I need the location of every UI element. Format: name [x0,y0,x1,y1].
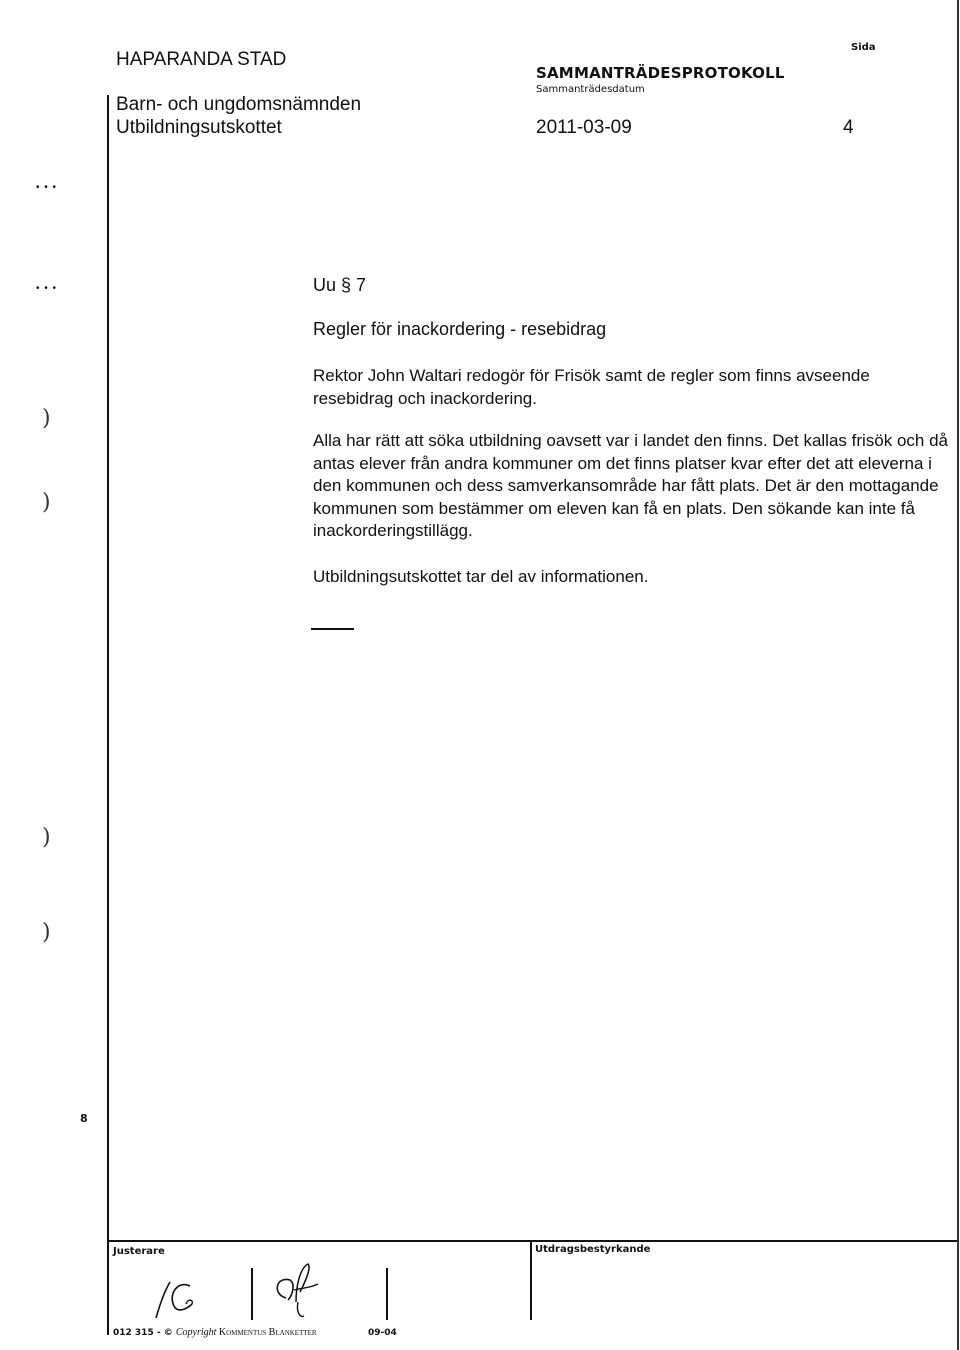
form-code: 09-04 [368,1328,397,1338]
signature-initials-1 [148,1274,208,1322]
form-copyright [113,1327,317,1338]
protocol-title: SAMMANTRÄDESPROTOKOLL [536,64,785,82]
footer-rule [107,1240,957,1242]
committee-name: Barn- och ungdomsnämnden [116,94,362,115]
paragraph-conclusion: Utbildningsutskottet tar del av informationen. [313,567,649,586]
margin-dots-top: • • • [36,182,58,193]
page-label: Sida [851,42,876,53]
signature-initials-2 [266,1258,326,1324]
org-name: HAPARANDA STAD [116,49,287,70]
paragraph-frisok: Alla har rätt att söka utbildning oavsett var i landet den finns. Det kallas frisök och då antas elever från andra kommuner om det finns platser kvar efter det att eleverna i den kommunen och dess samverkansområde har fått plats. Det är den mottagande kommunen som bestämmer om eleven kan få en plats. Den sökande kan inte få inackorderingstillägg. [313,431,949,540]
signature-divider-3 [530,1240,532,1320]
justerare-label: Justerare [113,1246,165,1257]
date-label: Sammanträdesdatum [536,84,645,95]
meeting-date: 2011-03-09 [536,117,632,138]
margin-mark-4: ) [42,920,51,945]
margin-mark-2: ) [42,490,51,515]
paragraph-intro: Rektor John Waltari redogör för Frisök samt de regler som finns avseende resebidrag och inackordering. [313,366,870,408]
right-edge-rule [957,0,959,1350]
margin-mark-1: ) [42,406,51,431]
paragraph-id: Uu § 7 [313,275,367,295]
side-number: 8 [80,1112,88,1125]
signature-divider-2 [386,1268,388,1320]
left-margin-rule-top [107,95,109,245]
section-end-separator [311,628,354,630]
signature-divider-1 [251,1268,253,1320]
publisher-name: Kommentus Blanketter [216,1327,317,1338]
margin-dots-bottom: • • • [36,283,58,294]
section-title: Regler för inackordering - resebidrag [313,319,607,339]
margin-mark-3: ) [42,825,51,850]
subcommittee-name: Utbildningsutskottet [116,117,282,138]
utdragsbestyrkande-label: Utdragsbestyrkande [535,1244,651,1255]
left-margin-rule [107,245,109,1335]
form-number: 012 315 - © [113,1328,176,1338]
page-number: 4 [843,117,854,138]
copyright-word: Copyright [175,1327,217,1338]
